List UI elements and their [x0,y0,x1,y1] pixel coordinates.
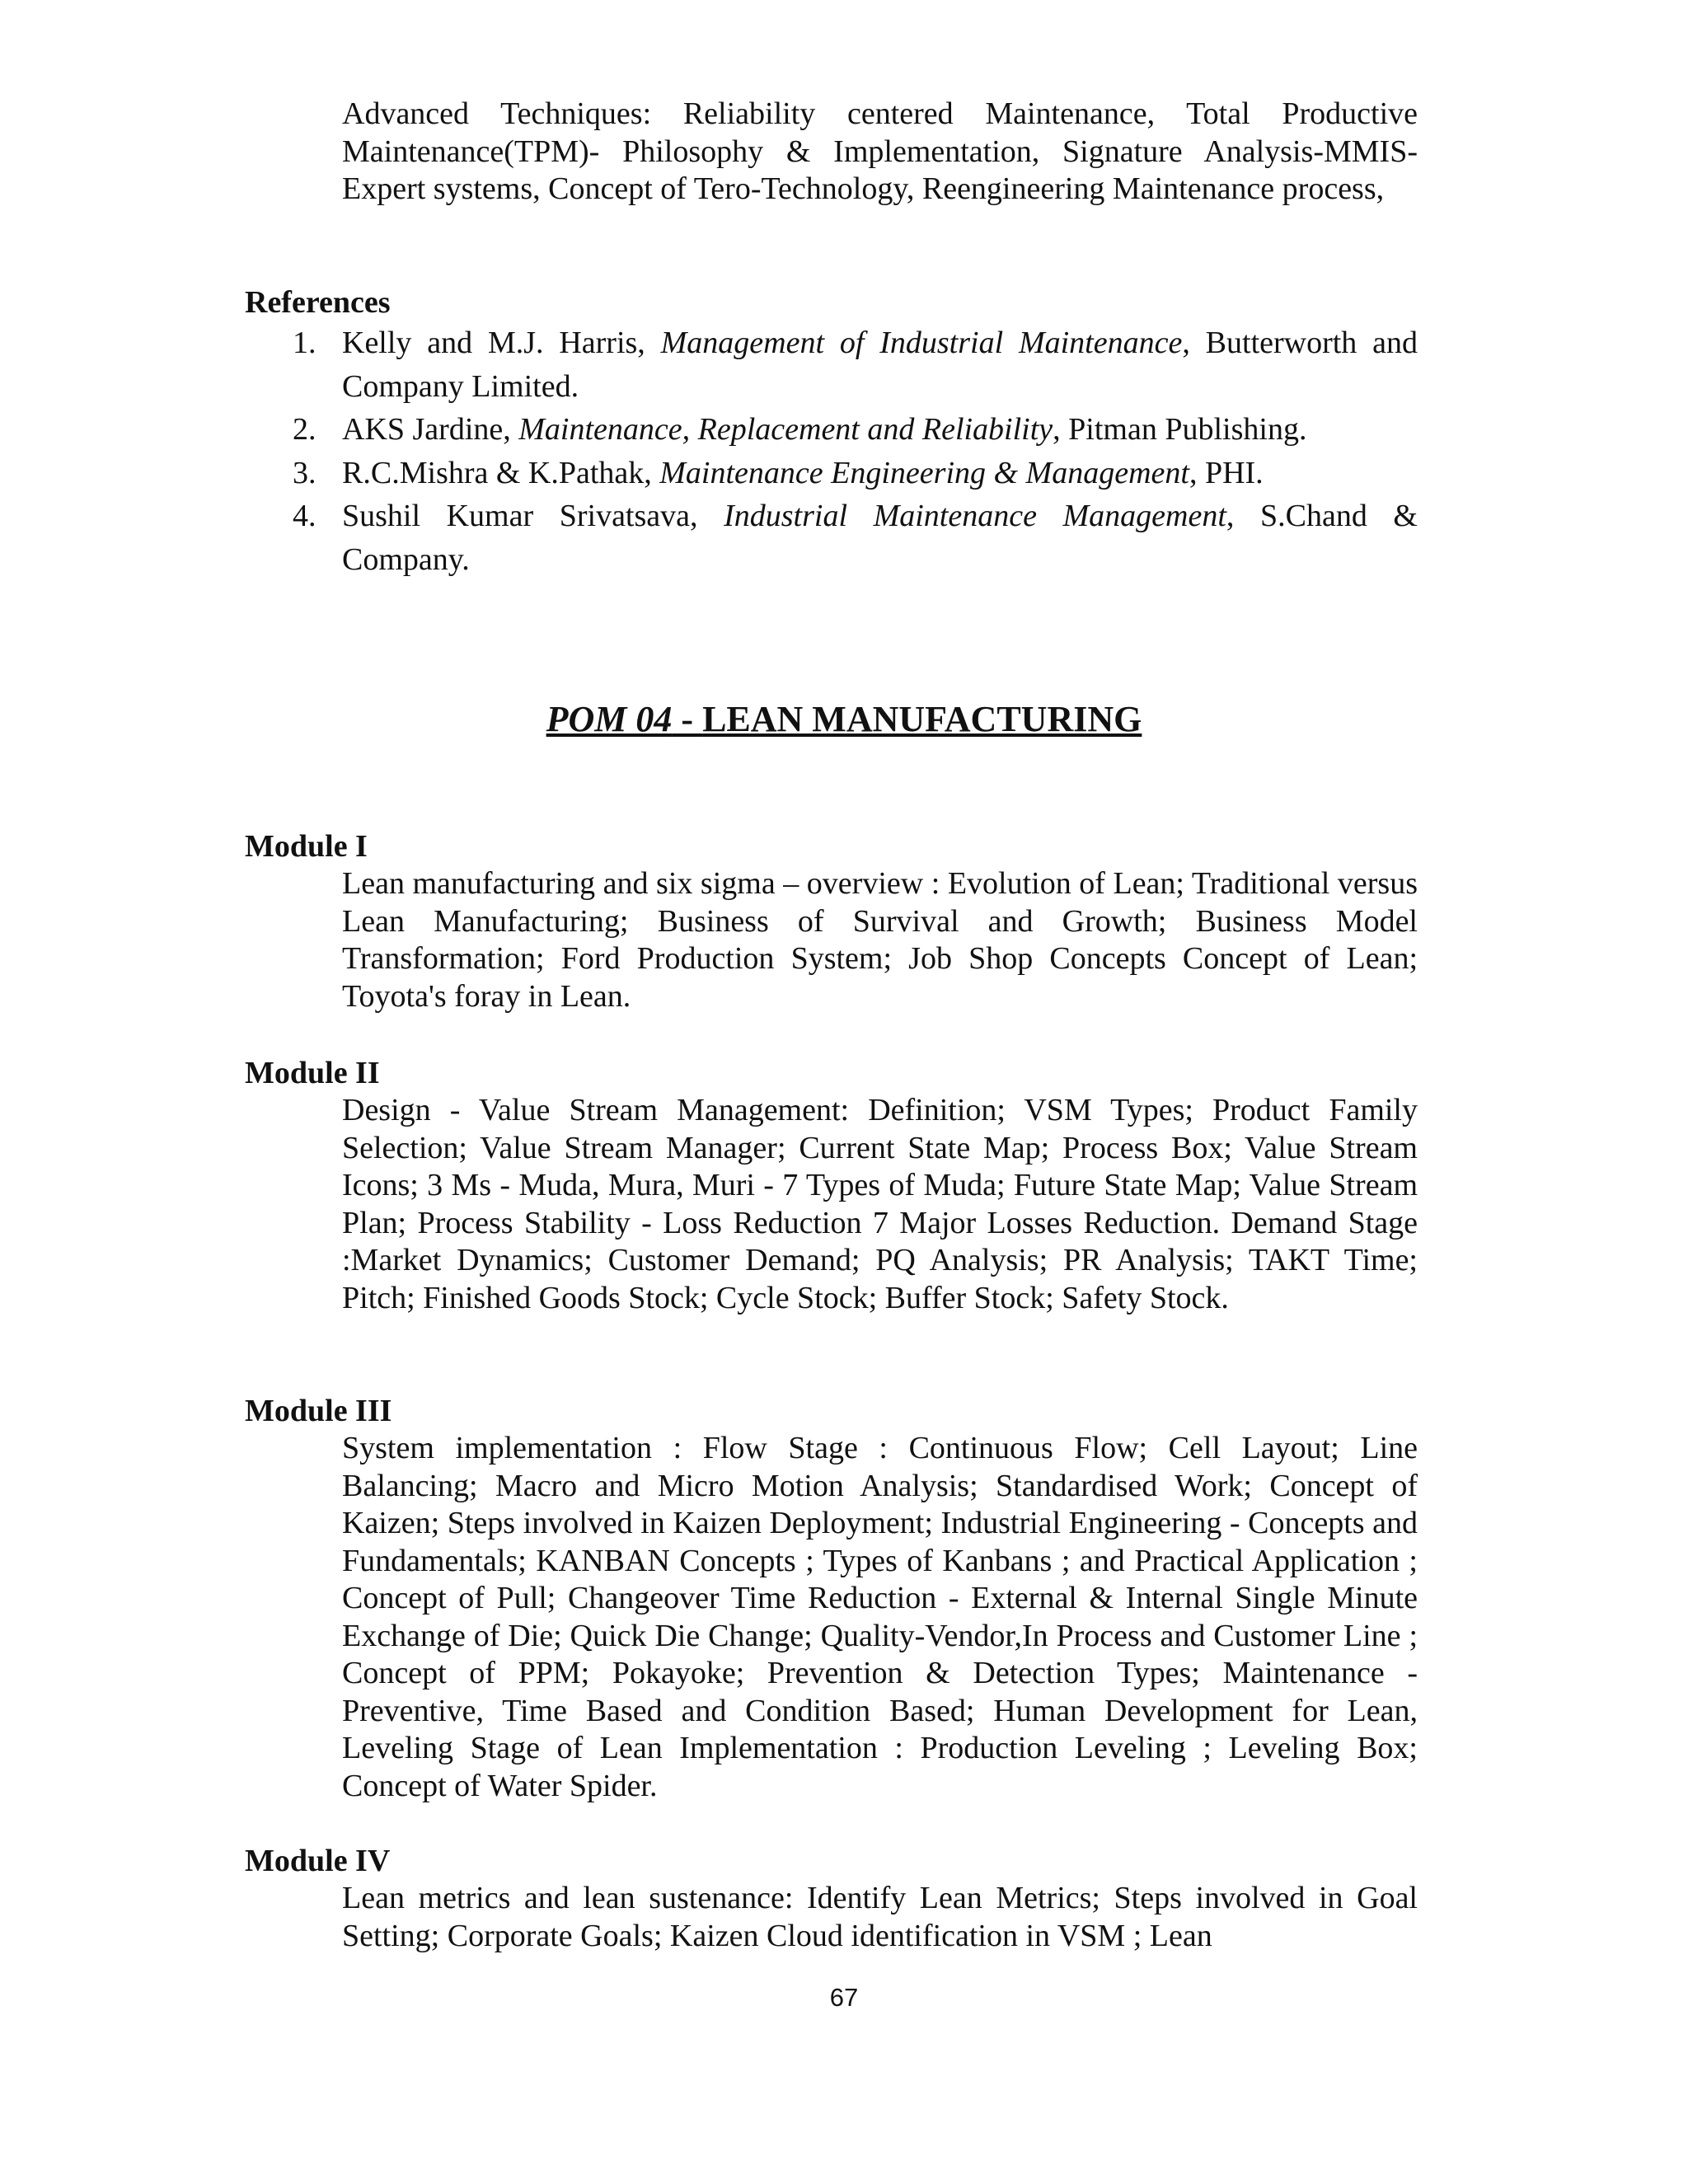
reference-title: Maintenance, Replacement and Reliability [518,412,1053,447]
module-3-text: System implementation : Flow Stage : Continuous Flow; Cell Layout; Line Balancing; Macro and Micro Motion Analysis; Standardised Work; Concept of Kaizen; Steps involved in Kaizen Deployment; Industrial Engineering - Concepts and Fundamentals; KANBAN Concepts ; Types of Kanbans ; and Practical Application ; Concept of Pull; Changeover Time Reduction - External & Internal Single Minute Exchange of Die; Quick Die Change; Quality-Vendor,In Process and Customer Line ; Concept of PPM; Pokayoke; Prevention & Detection Types; Maintenance - Preventive, Time Based and Condition Based; Human Development for Lean, Leveling Stage of Lean Implementation : Production Leveling ; Leveling Box; Concept of Water Spider. [342,1431,1418,1803]
module-4-text: Lean metrics and lean sustenance: Identify Lean Metrics; Steps involved in Goal Setting; Corporate Goals; Kaizen Cloud identification in VSM ; Lean [342,1881,1418,1953]
references-list [293,321,1418,581]
reference-number: 3. [293,455,316,490]
reference-authors: R.C.Mishra & K.Pathak, [342,455,660,490]
reference-item [293,452,1418,495]
course-title [0,697,1688,742]
reference-publisher: , S.Chand & Company. [342,499,1418,577]
reference-item [293,408,1418,452]
reference-publisher: , PHI. [1189,455,1264,490]
reference-publisher: , Butterworth and Company Limited. [342,326,1418,404]
reference-title: Industrial Maintenance Management [724,499,1226,533]
reference-authors: Kelly and M.J. Harris, [342,326,661,360]
reference-item [293,494,1418,581]
module-4-heading: Module IV [245,1844,391,1878]
reference-number: 4. [293,499,316,533]
reference-title: Maintenance Engineering & Management [659,455,1189,490]
reference-item [293,321,1418,408]
module-1-heading: Module I [245,829,368,864]
course-title-separator: - [672,699,703,739]
page-number: 67 [829,1983,859,2012]
references-heading: References [245,285,391,320]
reference-title: Management of Industrial Maintenance [660,326,1183,360]
reference-authors: AKS Jardine, [342,412,519,447]
course-code: POM 04 [546,699,673,739]
reference-authors: Sushil Kumar Srivatsava, [342,499,724,533]
module-2-text: Design - Value Stream Management: Definition; VSM Types; Product Family Selection; Value Stream Manager; Current State Map; Process Box; Value Stream Icons; 3 Ms - Muda, Mura, Muri - 7 Types of Muda; Future State Map; Value Stream Plan; Process Stability - Loss Reduction 7 Major Losses Reduction. Demand Stage :Market Dynamics; Customer Demand; PQ Analysis; PR Analysis; TAKT Time; Pitch; Finished Goods Stock; Cycle Stock; Buffer Stock; Safety Stock. [342,1093,1418,1315]
module-3-heading: Module III [245,1394,392,1428]
module-2-heading: Module II [245,1056,380,1090]
module-1-text: Lean manufacturing and six sigma – overview : Evolution of Lean; Traditional versus Lean Manufacturing; Business of Survival and Growth; Business Model Transformation; Ford Production System; Job Shop Concepts Concept of Lean; Toyota's foray in Lean. [342,866,1418,1014]
reference-number: 1. [293,326,316,360]
reference-number: 2. [293,412,316,447]
intro-paragraph: Advanced Techniques: Reliability centered Maintenance, Total Productive Maintenance(TPM)- Philosophy & Implementation, Signature Analysis-MMIS-Expert systems, Concept of Tero-Technology, Reengineering Maintenance process, [342,96,1418,206]
reference-publisher: , Pitman Publishing. [1053,412,1307,447]
course-name: LEAN MANUFACTURING [702,699,1142,739]
